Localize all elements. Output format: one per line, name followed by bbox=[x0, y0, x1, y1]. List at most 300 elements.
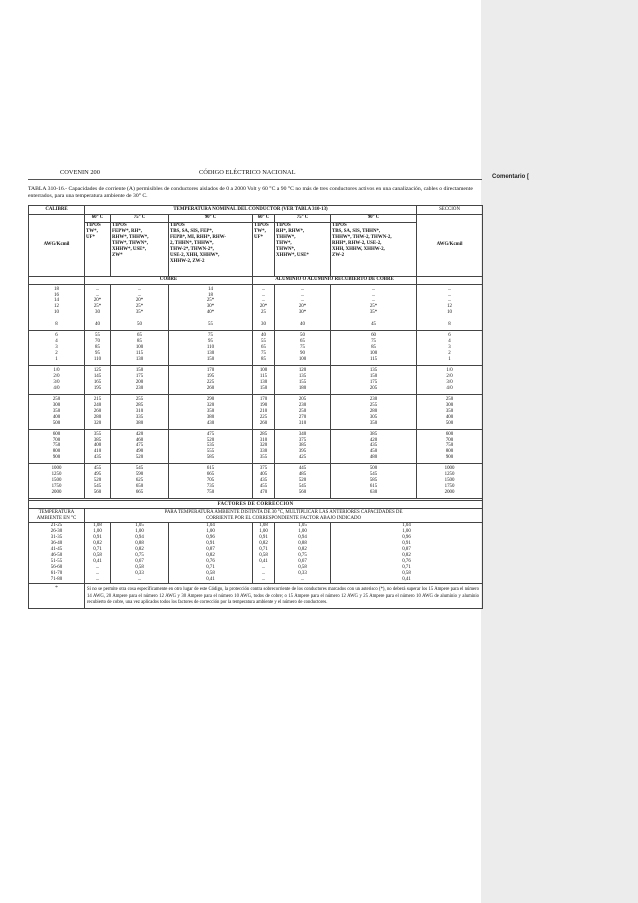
ampacity-value: 135 bbox=[298, 373, 307, 379]
ampacity-value: 590 bbox=[135, 472, 144, 478]
ampacity-cell bbox=[169, 284, 253, 331]
ampacity-value: 85 bbox=[371, 345, 376, 351]
ampacity-cell bbox=[417, 394, 483, 429]
ampacity-value: 230 bbox=[369, 396, 378, 402]
ampacity-value: 250 bbox=[52, 396, 61, 402]
ampacity-value: 100 bbox=[369, 351, 378, 357]
ampacity-value: 520 bbox=[206, 437, 215, 443]
ampacity-value: 1250 bbox=[51, 472, 62, 478]
tipos-cell bbox=[169, 222, 253, 276]
factor-value: ... bbox=[95, 577, 100, 583]
factor-instruction bbox=[85, 509, 483, 523]
ampacity-value: 6 bbox=[448, 333, 451, 339]
ampacity-value: 545 bbox=[369, 472, 378, 478]
ampacity-value: 40 bbox=[261, 333, 266, 339]
tipos-line: TIPOS bbox=[332, 223, 347, 229]
ampacity-value: 285 bbox=[259, 431, 268, 437]
ampacity-cell bbox=[253, 464, 275, 499]
header-title: CÓDIGO ELÉCTRICO NACIONAL bbox=[199, 169, 296, 176]
ampacity-value: 3 bbox=[55, 345, 58, 351]
ampacity-value: 545 bbox=[298, 484, 307, 490]
factor-value: 0,67 bbox=[135, 559, 144, 565]
factor-value: 0,82 bbox=[298, 547, 307, 553]
ampacity-value: 150 bbox=[369, 373, 378, 379]
ampacity-cell bbox=[275, 284, 331, 331]
ampacity-value: 585 bbox=[206, 455, 215, 461]
ampacity-value: 435 bbox=[369, 443, 378, 449]
ampacity-cell bbox=[275, 394, 331, 429]
tipos-line: TIPOS bbox=[276, 223, 291, 229]
factor-value: ... bbox=[261, 565, 266, 571]
ampacity-cell bbox=[253, 365, 275, 394]
factor-value: 0,41 bbox=[402, 577, 411, 583]
ampacity-value: 200 bbox=[135, 379, 144, 385]
ampacity-value: 375 bbox=[259, 466, 268, 472]
ampacity-value: 40 bbox=[300, 322, 305, 328]
ampacity-value: ... bbox=[95, 286, 100, 292]
ampacity-value: 65 bbox=[261, 345, 266, 351]
tipos-line: RHH*, RHW-2, USE-2, bbox=[332, 240, 382, 246]
factor-value: 0,96 bbox=[402, 535, 411, 541]
ampacity-cell bbox=[331, 365, 417, 394]
factor-value: 0,71 bbox=[402, 565, 411, 571]
factor-value: 0,75 bbox=[135, 553, 144, 559]
tipos-line: THW-2*, THWN-2*, bbox=[170, 246, 214, 252]
ampacity-cell bbox=[275, 331, 331, 366]
ampacity-value: 2/0 bbox=[446, 373, 453, 379]
factor-value: 0,82 bbox=[135, 547, 144, 553]
ampacity-value: 405 bbox=[259, 472, 268, 478]
table-caption: TABLA 310-16.- Capacidades de corriente (A) permisibles de conductores aislados de 0 a 2000 Volt y 60 °C a 90 °C no más de tres conductores activos en una canalización, cables o directamente enterrados, para una temperatura ambiente de 30° C. bbox=[28, 186, 473, 200]
ampacity-value: 18 bbox=[54, 286, 59, 292]
ampacity-cell bbox=[169, 394, 253, 429]
ampacity-cell bbox=[29, 429, 85, 464]
ampacity-value: 350 bbox=[206, 408, 215, 414]
ampacity-value: 600 bbox=[445, 431, 454, 437]
comment-label[interactable]: Comentario [ bbox=[492, 174, 530, 180]
ampacity-value: 520 bbox=[93, 478, 102, 484]
ampacity-value: 400 bbox=[93, 443, 102, 449]
ampacity-cell bbox=[275, 429, 331, 464]
ampacity-value: 12 bbox=[447, 304, 452, 310]
tipos-line: UF* bbox=[254, 235, 263, 240]
ampacity-value: 2000 bbox=[51, 490, 62, 496]
factor-value: 0,94 bbox=[298, 535, 307, 541]
ampacity-value: 290 bbox=[206, 396, 215, 402]
factor-value: 0,33 bbox=[135, 571, 144, 577]
ampacity-value: 600 bbox=[52, 431, 61, 437]
ampacity-value: 110 bbox=[206, 345, 215, 351]
page-header bbox=[28, 168, 482, 180]
ampacity-value: 260 bbox=[206, 385, 215, 391]
factor-value: 61-70 bbox=[50, 571, 63, 577]
ampacity-cell bbox=[111, 429, 169, 464]
tipos-line: THHW*, THW-2, THWN-2, bbox=[332, 235, 392, 240]
ampacity-value: 6 bbox=[55, 333, 58, 339]
ampacity-value: 250 bbox=[445, 396, 454, 402]
factor-value: 1,04 bbox=[402, 523, 411, 529]
ampacity-value: ... bbox=[371, 286, 376, 292]
ampacity-value: 585 bbox=[369, 478, 378, 484]
factor-cell bbox=[111, 522, 169, 584]
ampacity-cell bbox=[169, 464, 253, 499]
tipos-cell bbox=[111, 222, 169, 276]
ampacity-value: 175 bbox=[369, 379, 378, 385]
table-row bbox=[29, 394, 483, 429]
ampacity-value: 180 bbox=[298, 385, 307, 391]
factor-value: 0,58 bbox=[298, 565, 307, 571]
ampacity-value: 450 bbox=[369, 449, 378, 455]
ampacity-value: 300 bbox=[445, 402, 454, 408]
factor-value: 0,41 bbox=[206, 577, 215, 583]
factor-value: ... bbox=[95, 565, 100, 571]
factor-value: 0,91 bbox=[206, 541, 215, 547]
ampacity-value: 4 bbox=[448, 339, 451, 345]
ampacity-value: 320 bbox=[259, 443, 268, 449]
note-marker: * bbox=[29, 584, 85, 609]
ampacity-value: 12 bbox=[54, 304, 59, 310]
tipos-cell bbox=[85, 222, 111, 276]
ampacity-cell bbox=[275, 464, 331, 499]
ampacity-value: 750 bbox=[52, 443, 61, 449]
tipos-line: THHW*, bbox=[276, 235, 296, 240]
tipos-line: XHHW*, USE*, bbox=[112, 246, 147, 252]
ampacity-value: 115 bbox=[369, 357, 378, 363]
ampacity-value: 535 bbox=[206, 443, 215, 449]
ampacity-table bbox=[28, 205, 483, 610]
ampacity-value: 500 bbox=[369, 466, 378, 472]
factor-cell bbox=[29, 522, 85, 584]
ampacity-value: 260 bbox=[93, 408, 102, 414]
ampacity-value: 800 bbox=[445, 449, 454, 455]
ampacity-value: 1500 bbox=[51, 478, 62, 484]
factor-cell bbox=[253, 522, 275, 584]
ampacity-value: 420 bbox=[135, 431, 144, 437]
ampacity-value: 20* bbox=[298, 304, 307, 310]
ampacity-value: 25* bbox=[135, 304, 144, 310]
awg-header: AWG/Kcmil bbox=[29, 214, 85, 276]
factor-value: 0,91 bbox=[402, 541, 411, 547]
ampacity-value: 445 bbox=[298, 466, 307, 472]
ampacity-value: 310 bbox=[298, 420, 307, 426]
ampacity-value: ... bbox=[261, 298, 266, 304]
ampacity-cell bbox=[253, 429, 275, 464]
ampacity-value: ... bbox=[300, 298, 305, 304]
ampacity-value: 2 bbox=[55, 351, 58, 357]
ampacity-value: 30 bbox=[95, 310, 100, 316]
ampacity-value: 520 bbox=[298, 478, 307, 484]
temp-header-al-60: 60° C bbox=[253, 214, 275, 222]
factor-value: 1,00 bbox=[206, 529, 215, 535]
ampacity-value: 75 bbox=[261, 351, 266, 357]
size-group bbox=[29, 284, 483, 331]
tipos-line: TIPOS bbox=[112, 223, 127, 229]
ampacity-value: 355 bbox=[93, 431, 102, 437]
ampacity-value: 85 bbox=[95, 345, 100, 351]
ampacity-cell bbox=[111, 365, 169, 394]
factor-value: 1,05 bbox=[298, 523, 307, 529]
ampacity-value: 215 bbox=[93, 396, 102, 402]
ampacity-cell bbox=[111, 284, 169, 331]
ampacity-cell bbox=[331, 394, 417, 429]
temp-header-cu-90: 90° C bbox=[169, 214, 253, 222]
factor-value: 0,91 bbox=[93, 535, 102, 541]
ampacity-value: 420 bbox=[369, 437, 378, 443]
ampacity-cell bbox=[331, 284, 417, 331]
ampacity-value: 205 bbox=[369, 385, 378, 391]
ampacity-value: ... bbox=[447, 286, 452, 292]
factor-row bbox=[29, 522, 483, 584]
ampacity-value: 150 bbox=[206, 357, 215, 363]
ampacity-value: 1750 bbox=[51, 484, 62, 490]
ampacity-value: 300 bbox=[52, 402, 61, 408]
ampacity-cell bbox=[169, 331, 253, 366]
factor-value: 1,08 bbox=[259, 523, 268, 529]
ampacity-value: 1 bbox=[55, 357, 58, 363]
factor-value: 0,75 bbox=[298, 553, 307, 559]
ampacity-value: 800 bbox=[52, 449, 61, 455]
ampacity-value: ... bbox=[261, 292, 266, 298]
factor-value: ... bbox=[261, 571, 266, 577]
ampacity-value: 285 bbox=[135, 402, 144, 408]
tipos-line: RH*, RHW*, bbox=[276, 229, 305, 235]
factor-value: ... bbox=[95, 571, 100, 577]
factor-value: 41-45 bbox=[50, 547, 63, 553]
tipos-line: ZW* bbox=[112, 252, 123, 258]
awg-header-right: AWG/Kcmil bbox=[417, 214, 483, 276]
ampacity-value: 20* bbox=[259, 304, 268, 310]
ampacity-value: 40 bbox=[95, 322, 100, 328]
factor-value: 1,00 bbox=[93, 529, 102, 535]
ampacity-value: 3 bbox=[448, 345, 451, 351]
factor-value: 0,41 bbox=[93, 559, 102, 565]
ampacity-value: 310 bbox=[135, 408, 144, 414]
ampacity-value: 225 bbox=[259, 414, 268, 420]
ampacity-value: 385 bbox=[93, 437, 102, 443]
factor-value: 0,71 bbox=[93, 547, 102, 553]
factor-value: ... bbox=[261, 577, 266, 583]
ampacity-cell bbox=[111, 331, 169, 366]
tipos-cell bbox=[331, 222, 417, 276]
ampacity-value: 320 bbox=[93, 420, 102, 426]
ampacity-value: 1750 bbox=[444, 484, 455, 490]
ampacity-value: 485 bbox=[298, 472, 307, 478]
factor-value: 0,41 bbox=[259, 559, 268, 565]
ampacity-value: 355 bbox=[259, 455, 268, 461]
ampacity-value: 700 bbox=[52, 437, 61, 443]
factor-value: 0,58 bbox=[135, 565, 144, 571]
ampacity-cell bbox=[29, 284, 85, 331]
ampacity-cell bbox=[331, 464, 417, 499]
factor-value: 0,94 bbox=[135, 535, 144, 541]
tipos-line: RHW*, THHW*, bbox=[112, 235, 149, 240]
ampacity-value: 430 bbox=[206, 420, 215, 426]
temp-ambient-line2: AMBIENTE EN °C bbox=[36, 515, 77, 521]
ampacity-value: 305 bbox=[369, 414, 378, 420]
ampacity-value: 95 bbox=[208, 339, 213, 345]
size-group bbox=[29, 331, 483, 366]
ampacity-value: 255 bbox=[369, 402, 378, 408]
ampacity-value: 425 bbox=[298, 455, 307, 461]
ampacity-value: ... bbox=[300, 292, 305, 298]
ampacity-value: 55 bbox=[261, 339, 266, 345]
ampacity-cell bbox=[85, 394, 111, 429]
factor-value: 0,76 bbox=[402, 559, 411, 565]
aluminio-header: ALUMINIO O ALUMINIO RECUBIERTO DE COBRE bbox=[253, 276, 417, 284]
ampacity-cell bbox=[169, 429, 253, 464]
tipos-line: TW*, bbox=[254, 229, 266, 235]
ampacity-value: 1/0 bbox=[446, 367, 453, 373]
tipos-line: TIPOS bbox=[170, 223, 185, 229]
ampacity-value: 55 bbox=[95, 333, 100, 339]
ampacity-value: 385 bbox=[298, 443, 307, 449]
ampacity-value: 665 bbox=[135, 490, 144, 496]
tipos-line: XHHW-2, ZW-2 bbox=[170, 258, 205, 264]
ampacity-value: 8 bbox=[55, 322, 58, 328]
ampacity-value: ... bbox=[371, 298, 376, 304]
factor-value: 0,71 bbox=[259, 547, 268, 553]
ampacity-value: 30 bbox=[261, 322, 266, 328]
tipos-line: TBS, SA, SIS, THHN*, bbox=[332, 229, 381, 235]
tipos-line: FEPW*, RH*, bbox=[112, 229, 143, 235]
ampacity-value: 165 bbox=[93, 379, 102, 385]
factor-value: ... bbox=[137, 577, 142, 583]
ampacity-value: 1000 bbox=[444, 466, 455, 472]
factor-value: 1,04 bbox=[206, 523, 215, 529]
ampacity-value: 50 bbox=[137, 322, 142, 328]
ampacity-value: 20* bbox=[135, 298, 144, 304]
ampacity-value: 750 bbox=[445, 443, 454, 449]
factor-value: 0,82 bbox=[259, 541, 268, 547]
ampacity-value: 3/0 bbox=[446, 379, 453, 385]
ampacity-value: 1500 bbox=[444, 478, 455, 484]
factor-value: 21-25 bbox=[50, 523, 63, 529]
factor-value: 0,58 bbox=[206, 571, 215, 577]
ampacity-value: 350 bbox=[445, 408, 454, 414]
ampacity-value: 625 bbox=[135, 478, 144, 484]
factor-cell bbox=[85, 522, 111, 584]
ampacity-value: 35* bbox=[135, 310, 144, 316]
ampacity-value: 210 bbox=[259, 408, 268, 414]
comment-sidebar bbox=[481, 0, 638, 903]
ampacity-value: 500 bbox=[445, 420, 454, 426]
ampacity-value: ... bbox=[137, 292, 142, 298]
factor-value: 0,76 bbox=[206, 559, 215, 565]
ampacity-value: ... bbox=[447, 292, 452, 298]
ampacity-value: 665 bbox=[206, 472, 215, 478]
factor-cell bbox=[169, 522, 253, 584]
ampacity-value: 10 bbox=[447, 310, 452, 316]
seccion-header: SECCIÓN bbox=[417, 205, 483, 214]
material-blank-right bbox=[417, 276, 483, 284]
factor-value: 0,82 bbox=[402, 553, 411, 559]
ampacity-cell bbox=[85, 331, 111, 366]
ampacity-cell bbox=[417, 365, 483, 394]
tipos-line: THW*, bbox=[276, 240, 292, 246]
factor-value: 71-80 bbox=[50, 577, 63, 583]
ampacity-value: 100 bbox=[259, 367, 268, 373]
ampacity-cell bbox=[111, 464, 169, 499]
ampacity-cell bbox=[253, 394, 275, 429]
ampacity-value: 500 bbox=[52, 420, 61, 426]
ampacity-cell bbox=[253, 331, 275, 366]
ampacity-value: 650 bbox=[135, 484, 144, 490]
ampacity-value: 70 bbox=[95, 339, 100, 345]
ampacity-value: 520 bbox=[135, 455, 144, 461]
ampacity-value: 260 bbox=[259, 420, 268, 426]
ampacity-value: 150 bbox=[135, 367, 144, 373]
ampacity-value: 1000 bbox=[51, 466, 62, 472]
factor-value: 0,58 bbox=[259, 553, 268, 559]
ampacity-cell bbox=[85, 464, 111, 499]
ampacity-value: 380 bbox=[135, 420, 144, 426]
ampacity-value: 135 bbox=[369, 367, 378, 373]
factor-value: 0,58 bbox=[402, 571, 411, 577]
temp-ambient-line1: TEMPERATURA bbox=[38, 509, 75, 515]
ampacity-value: 125 bbox=[93, 367, 102, 373]
ampacity-cell bbox=[417, 464, 483, 499]
ampacity-value: 320 bbox=[206, 402, 215, 408]
ampacity-value: 155 bbox=[298, 379, 307, 385]
ampacity-value: 335 bbox=[135, 414, 144, 420]
ampacity-value: 170 bbox=[206, 367, 215, 373]
temp-ambient-header bbox=[29, 509, 85, 523]
size-group bbox=[29, 464, 483, 499]
ampacity-value: 555 bbox=[206, 449, 215, 455]
ampacity-value: 400 bbox=[445, 414, 454, 420]
factor-value: 0,88 bbox=[135, 541, 144, 547]
factor-value: 46-50 bbox=[50, 553, 63, 559]
factor-cell bbox=[331, 522, 483, 584]
ampacity-value: 120 bbox=[298, 367, 307, 373]
table-row bbox=[29, 365, 483, 394]
ampacity-value: 545 bbox=[135, 466, 144, 472]
tipos-line: THWN*, bbox=[276, 246, 296, 252]
ampacity-value: 490 bbox=[135, 449, 144, 455]
ampacity-value: 435 bbox=[93, 455, 102, 461]
ampacity-value: 400 bbox=[52, 414, 61, 420]
ampacity-value: 175 bbox=[135, 373, 144, 379]
ampacity-value: 16 bbox=[54, 292, 59, 298]
ampacity-value: 3/0 bbox=[53, 379, 60, 385]
factores-header: FACTORES DE CORRECCION bbox=[29, 501, 483, 509]
temp-header-al-75: 75° C bbox=[275, 214, 331, 222]
tipos-line: XHHW*, USE* bbox=[276, 252, 309, 258]
ampacity-value: 410 bbox=[93, 449, 102, 455]
factor-value: 31-35 bbox=[50, 535, 63, 541]
ampacity-value: 475 bbox=[206, 431, 215, 437]
factor-value: 56-60 bbox=[50, 565, 63, 571]
ampacity-value: 8 bbox=[448, 322, 451, 328]
ampacity-value: 900 bbox=[52, 455, 61, 461]
ampacity-value: 100 bbox=[298, 357, 307, 363]
ampacity-value: 75 bbox=[208, 333, 213, 339]
ampacity-value: 2/0 bbox=[53, 373, 60, 379]
ampacity-cell bbox=[417, 284, 483, 331]
ampacity-value: 115 bbox=[135, 351, 144, 357]
ampacity-value: 145 bbox=[93, 373, 102, 379]
ampacity-value: 115 bbox=[259, 373, 268, 379]
ampacity-value: 95 bbox=[95, 351, 100, 357]
ampacity-value: 1250 bbox=[444, 472, 455, 478]
ampacity-value: 25* bbox=[369, 304, 378, 310]
factor-value: 0,71 bbox=[206, 565, 215, 571]
factor-value: 1,00 bbox=[402, 529, 411, 535]
ampacity-value: 310 bbox=[259, 437, 268, 443]
ampacity-value: ... bbox=[371, 292, 376, 298]
factor-value: 0,87 bbox=[402, 547, 411, 553]
ampacity-value: 2 bbox=[448, 351, 451, 357]
